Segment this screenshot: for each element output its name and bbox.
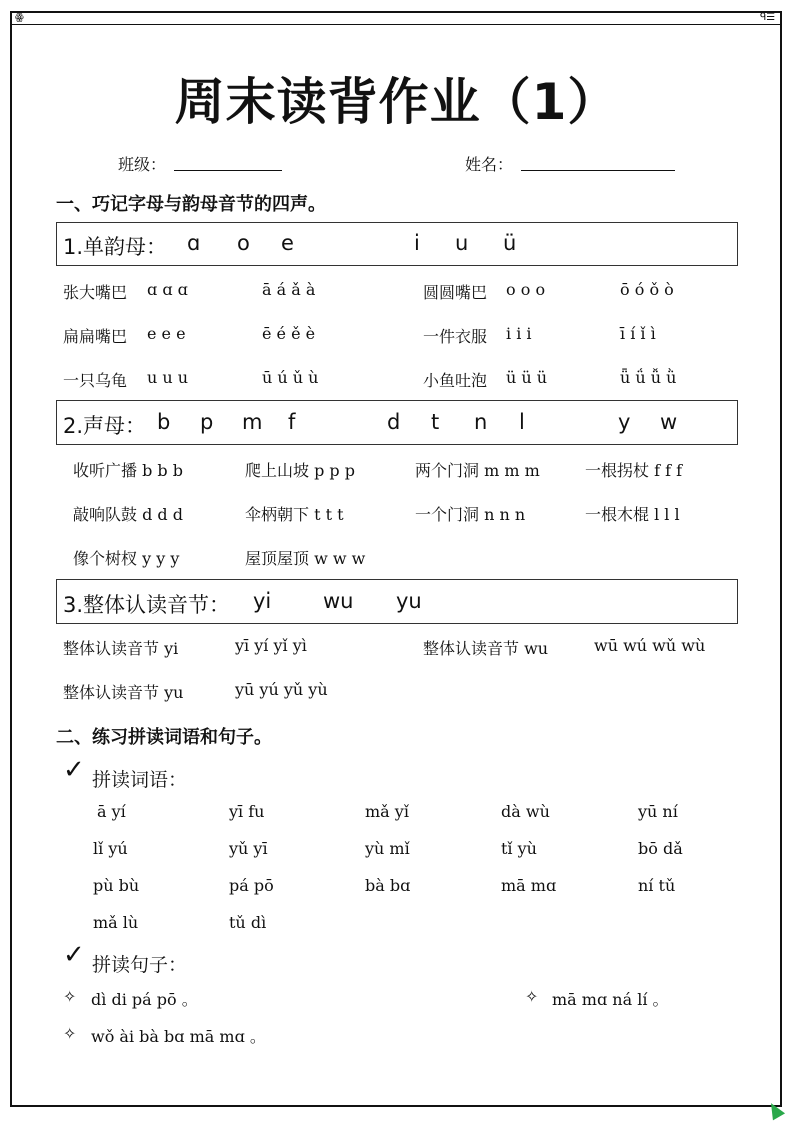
- section1-heading: 一、巧记字母与韵母音节的四声。: [56, 194, 326, 215]
- name-label: 姓名：: [465, 155, 514, 174]
- word-item: yù mǐ: [365, 839, 410, 858]
- box2-letter: b: [157, 410, 171, 434]
- initial-item: 一个门洞 n n n: [415, 505, 526, 524]
- final-repeat: e e e: [147, 324, 186, 343]
- word-item: ní tǔ: [638, 876, 676, 895]
- initial-item: 一根拐杖 f f f: [585, 461, 683, 480]
- initial-item: 敲响队鼓 d d d: [73, 505, 183, 524]
- initial-item: 爬上山坡 p p p: [245, 461, 355, 480]
- name-blank[interactable]: [521, 170, 675, 171]
- syllable-tones: wū wú wǔ wù: [594, 636, 706, 655]
- initial-item: 两个门洞 m m m: [415, 461, 540, 480]
- initial-item: 收听广播 b b b: [73, 461, 183, 480]
- syllable-name: 整体认读音节 yi: [63, 639, 179, 658]
- final-repeat: i i i: [506, 324, 532, 343]
- word-item: mǎ yǐ: [365, 802, 409, 821]
- header-rule: [10, 24, 782, 25]
- box2-letter: p: [200, 410, 214, 434]
- final-name: 一件衣服: [423, 327, 488, 346]
- box1-letter: ü: [503, 231, 517, 255]
- syllable-name: 整体认读音节 wu: [423, 639, 549, 658]
- final-repeat: ü ü ü: [506, 368, 548, 387]
- box2-letter: l: [519, 410, 525, 434]
- word-item: mǎ lù: [93, 913, 139, 932]
- final-tones: ī í ǐ ì: [620, 324, 656, 343]
- syllable-tones: yū yú yǔ yù: [235, 680, 328, 699]
- final-name: 张大嘴巴: [63, 283, 128, 302]
- initial-item: 像个树杈 y y y: [73, 549, 180, 568]
- box1-letter: u: [455, 231, 469, 255]
- box3-letter: yi: [253, 589, 272, 613]
- word-item: mā mɑ: [501, 876, 557, 895]
- box2-letter: t: [431, 410, 440, 434]
- sentences-label: 拼读句子：: [92, 954, 188, 976]
- word-item: bà bɑ: [365, 876, 411, 895]
- sentence-item: mā mɑ ná lí 。: [552, 990, 669, 1009]
- final-repeat: u u u: [147, 368, 189, 387]
- word-item: tǐ yù: [501, 839, 537, 858]
- box1-letter: i: [414, 231, 420, 255]
- word-item: lǐ yú: [93, 839, 128, 858]
- box3-letter: wu: [323, 589, 354, 613]
- word-item: dà wù: [501, 802, 550, 821]
- syllable-tones: yī yí yǐ yì: [235, 636, 307, 655]
- corner-logo-icon: ꙮ: [15, 12, 24, 23]
- box2-letter: w: [660, 410, 678, 434]
- word-item: bō dǎ: [638, 839, 683, 858]
- word-item: pù bù: [93, 876, 140, 895]
- final-tones: ǖ ǘ ǚ ǜ: [620, 368, 677, 387]
- word-item: tǔ dì: [229, 913, 267, 932]
- box2-letter: f: [288, 410, 296, 434]
- box1-letter: o: [237, 231, 250, 255]
- box2-letter: y: [618, 410, 631, 434]
- box3-label: 3.整体认读音节：: [63, 593, 231, 617]
- word-item: yǔ yī: [229, 839, 268, 858]
- section2-heading: 二、练习拼读词语和句子。: [56, 727, 272, 748]
- initial-item: 屋顶屋顶 w w w: [245, 549, 366, 568]
- star-icon: ✧: [63, 1024, 77, 1043]
- class-label: 班级：: [118, 155, 167, 174]
- initial-item: 伞柄朝下 t t t: [245, 505, 344, 524]
- check-icon: ✓: [63, 940, 85, 970]
- class-blank[interactable]: [174, 170, 282, 171]
- box3-letter: yu: [396, 589, 422, 613]
- words-label: 拼读词语：: [92, 769, 188, 791]
- word-item: pá pō: [229, 876, 274, 895]
- star-icon: ✧: [63, 987, 77, 1006]
- final-name: 圆圆嘴巴: [423, 283, 488, 302]
- word-item: yī fu: [229, 802, 265, 821]
- final-tones: ō ó ǒ ò: [620, 280, 674, 299]
- sentence-item: wǒ ài bà bɑ mā mɑ 。: [91, 1027, 266, 1046]
- box2-label: 2.声母：: [63, 414, 147, 438]
- box1-letter: e: [281, 231, 294, 255]
- check-icon: ✓: [63, 755, 85, 785]
- initial-item: 一根木棍 l l l: [585, 505, 680, 524]
- final-repeat: ɑ ɑ ɑ: [147, 280, 188, 299]
- final-name: 扁扁嘴巴: [63, 327, 128, 346]
- sentence-item: dì di pá pō 。: [91, 990, 198, 1009]
- final-name: 一只乌龟: [63, 371, 128, 390]
- star-icon: ✧: [525, 987, 539, 1006]
- box1-letter: ɑ: [187, 231, 201, 255]
- syllable-name: 整体认读音节 yu: [63, 683, 184, 702]
- corner-menu-icon: ᑫ☰: [760, 12, 776, 23]
- page-title: 周末读背作业（1）: [174, 73, 619, 131]
- final-tones: ū ú ǔ ù: [262, 368, 319, 387]
- word-item: yū ní: [638, 802, 678, 821]
- final-tones: ā á ǎ à: [262, 280, 316, 299]
- box2-letter: m: [242, 410, 263, 434]
- box1-label: 1.单韵母：: [63, 235, 168, 259]
- word-item: ā yí: [97, 802, 126, 821]
- final-repeat: o o o: [506, 280, 546, 299]
- box2-letter: n: [474, 410, 488, 434]
- box2-letter: d: [387, 410, 401, 434]
- final-name: 小鱼吐泡: [423, 371, 488, 390]
- final-tones: ē é ě è: [262, 324, 316, 343]
